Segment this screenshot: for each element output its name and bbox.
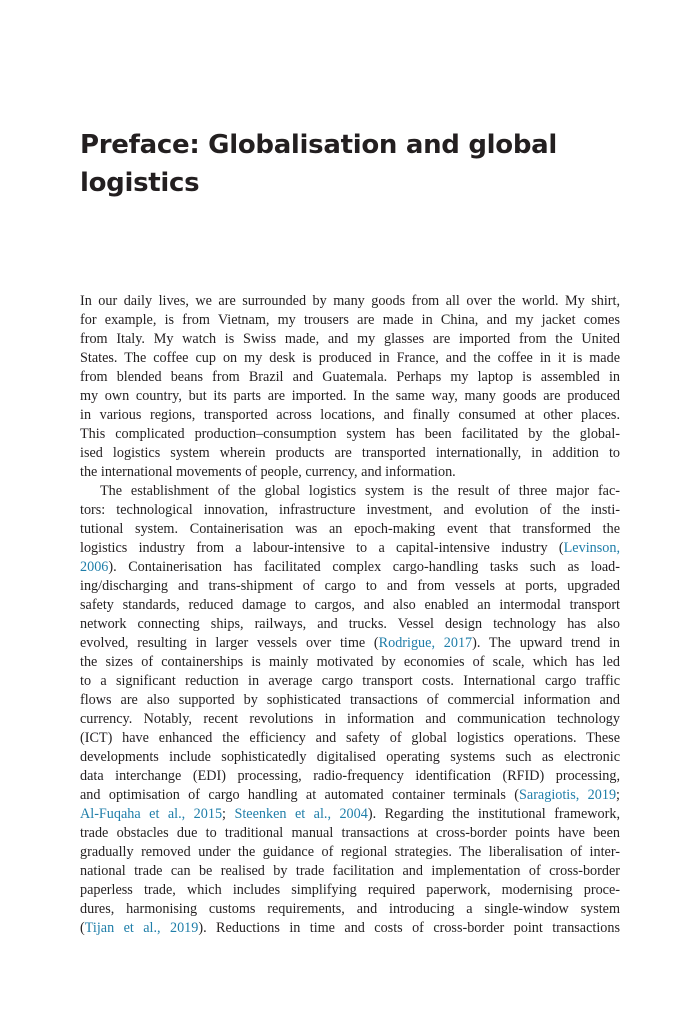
text-line-with-citation [80, 634, 620, 653]
text-line: safety standards, reduced damage to cargos, and also enabled an intermodal transport [80, 597, 620, 613]
text-line: The establishment of the global logistics system is the result of three major fac- [100, 483, 620, 499]
text-line: data interchange (EDI) processing, radio-frequency identification (RFID) processing, [80, 768, 620, 784]
text-fragment: ). The upward trend in [472, 635, 620, 651]
text-line: dures, harmonising customs requirements, and introducing a single-window system [80, 901, 620, 917]
text-fragment: ; [222, 806, 235, 822]
citation-link-levinson[interactable]: Levinson, [563, 540, 620, 556]
text-fragment: ). Containerisation has facilitated complex cargo-handling tasks such as load- [108, 559, 620, 575]
citation-link-steenken[interactable]: Steenken et al., 2004 [234, 806, 368, 822]
text-line: ised logistics system wherein products are transported internationally, in addition to [80, 445, 620, 461]
text-line: the sizes of containerships is mainly motivated by economies of scale, which has led [80, 654, 620, 670]
text-fragment: ( [80, 920, 85, 936]
text-line: trade obstacles due to traditional manual transactions at cross-border points have been [80, 825, 620, 841]
paragraph-2 [80, 482, 620, 938]
text-fragment: ). Reductions in time and costs of cross-border point transactions [198, 920, 620, 936]
text-line-with-citation [80, 558, 620, 577]
text-line: In our daily lives, we are surrounded by many goods from all over the world. My shirt, [80, 293, 620, 309]
text-line-with-citation [80, 919, 620, 938]
chapter-title-line-1: Preface: Globalisation and global [80, 130, 558, 160]
text-line: States. The coffee cup on my desk is produced in France, and the coffee in it is made [80, 350, 620, 366]
text-line: paperless trade, which includes simplifying required paperwork, modernising proce- [80, 882, 620, 898]
text-line: the international movements of people, currency, and information. [80, 464, 456, 480]
text-line-with-citation [80, 539, 620, 558]
text-line: national trade can be realised by trade facilitation and implementation of cross-border [80, 863, 620, 879]
text-line: from Italy. My watch is Swiss made, and my glasses are imported from the United [80, 331, 620, 347]
chapter-title [80, 126, 600, 202]
citation-link-alfuqaha[interactable]: Al-Fuqaha et al., 2015 [80, 806, 223, 822]
citation-link-saragiotis[interactable]: Saragiotis, 2019 [519, 787, 617, 803]
text-line: developments include sophisticatedly digitalised operating systems such as electronic [80, 749, 620, 765]
text-fragment: ). Regarding the institutional framework, [367, 806, 621, 822]
text-line: This complicated production–consumption system has been facilitated by the global- [80, 426, 620, 442]
paragraph-1 [80, 292, 620, 482]
text-line: network connecting ships, railways, and trucks. Vessel design technology has also [80, 616, 620, 632]
text-line-with-citation [80, 805, 620, 824]
text-line: currency. Notably, recent revolutions in information and communication technology [80, 711, 620, 727]
text-fragment: and optimisation of cargo handling at automated container terminals ( [80, 787, 520, 803]
text-line: in various regions, transported across locations, and finally consumed at other places. [80, 407, 620, 423]
text-line: tutional system. Containerisation was an epoch-making event that transformed the [80, 521, 620, 537]
text-line: for example, is from Vietnam, my trousers are made in China, and my jacket comes [80, 312, 620, 328]
text-fragment: evolved, resulting in larger vessels over time ( [80, 635, 379, 651]
text-line: my own country, but its parts are imported. In the same way, many goods are produced [80, 388, 620, 404]
text-line-with-citation [80, 786, 620, 805]
citation-link-levinson-year[interactable]: 2006 [80, 559, 109, 575]
text-line: ing/discharging and trans-shipment of cargo to and from vessels at ports, upgraded [80, 578, 620, 594]
chapter-title-line-2: logistics [80, 168, 200, 198]
text-line: tors: technological innovation, infrastructure investment, and evolution of the insti- [80, 502, 620, 518]
text-line: (ICT) have enhanced the efficiency and safety of global logistics operations. These [80, 730, 620, 746]
text-fragment: ; [616, 787, 620, 803]
citation-link-tijan[interactable]: Tijan et al., 2019 [84, 920, 199, 936]
body-text [80, 292, 620, 938]
text-line: from blended beans from Brazil and Guatemala. Perhaps my laptop is assembled in [80, 369, 620, 385]
text-line: flows are also supported by sophisticated transactions of commercial information and [80, 692, 620, 708]
citation-link-rodrigue[interactable]: Rodrigue, 2017 [378, 635, 473, 651]
text-line: to a significant reduction in average cargo transport costs. International cargo traffic [80, 673, 620, 689]
text-line: gradually removed under the guidance of regional strategies. The liberalisation of inter- [80, 844, 620, 860]
text-fragment: logistics industry from a labour-intensive to a capital-intensive industry ( [80, 540, 564, 556]
